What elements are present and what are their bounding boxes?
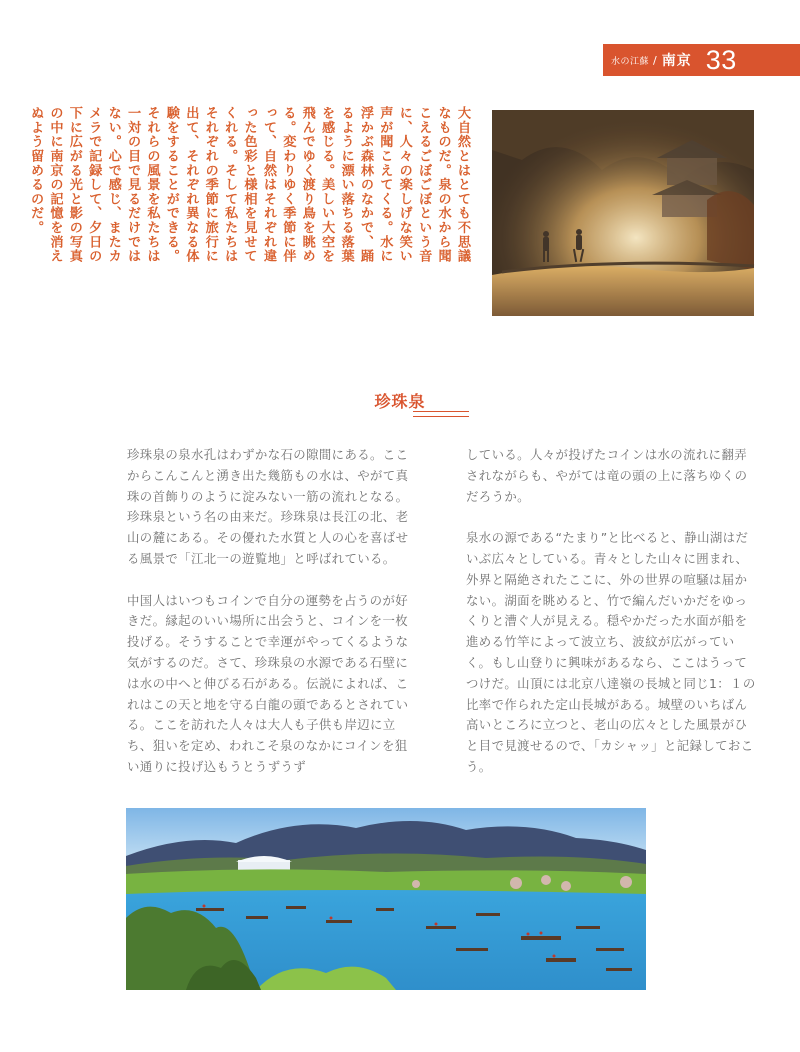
body-column-right bbox=[466, 445, 758, 778]
header-subtitle: 水の江蘇 bbox=[611, 56, 650, 67]
header-separator: / bbox=[653, 53, 657, 67]
paragraph: 珍珠泉の泉水孔はわずかな石の隙間にある。ここからこんこんと湧き出た幾筋もの水は、やがて真珠の首飾りのように淀みない一筋の流れとなる。珍珠泉という名の由来だ。珍珠泉は長江の北、老山の麓にある。その優れた水質と人の心を喜ばせる風景で「江北一の遊覧地」と呼ばれている。 bbox=[127, 447, 409, 566]
page-header-bar bbox=[603, 44, 800, 76]
misty-spring-illustration bbox=[492, 110, 754, 316]
section-title: 珍珠泉 bbox=[374, 392, 426, 411]
paragraph: している。人々が投げたコインは水の流れに翻弄されながらも、やがては竜の頭の上に落ちゆくのだろうか。 bbox=[466, 447, 748, 504]
intro-vertical-text: 大自然とはとても不思議なものだ。泉の水から聞こえるごぼごぼという音に、人々の楽しげな笑い声が聞こえてくる。水に浮かぶ森林のなかで、踊るように漂い落ちる落葉を感じる。美しい大空を飛んでゆく渡り鳥を眺める。変わりゆく季節に伴って、自然はそれぞれ違った色彩と様相を見せてくれる。そして私たちはそれぞれの季節に旅行に出て、それぞれ異なる体験をすることができる。それらの風景を私たちは一対の目で見るだけではない。心で感じ、またカメラで記録して、夕日の下に広がる光と影の写真の中に南京の記憶を消えぬよう留めるのだ。 bbox=[28, 106, 470, 264]
lake-rafts-photo bbox=[126, 808, 646, 990]
paragraph: 泉水の源である“たまり”と比べると、静山湖はだいぶ広々としている。青々とした山々に囲まれ、外界と隔絶されたここに、外の世界の喧騒は届かない。湖面を眺めると、竹で編んだいかだをゆっくりと漕ぐ人が見える。穏やかだった水面が船を進める竹竿によって波立ち、波紋が広がっていく。もし山登りに興味があるなら、ここはうってつけだ。山頂には北京八達嶺の長城と同じ1：１の比率で作られた定山長城がある。城壁のいちばん高いところに立つと、老山の広々とした風景がひと目で見渡せるので、「カシャッ」と記録しておこう。 bbox=[466, 530, 756, 774]
misty-spring-photo bbox=[492, 110, 754, 316]
lake-illustration bbox=[126, 808, 646, 990]
title-underline bbox=[413, 411, 469, 417]
paragraph: 中国人はいつもコインで自分の運勢を占うのが好きだ。縁起のいい場所に出会うと、コインを一枚投げる。そうすることで幸運がやってくるような気がするのだ。さて、珍珠泉の水源である石壁には水の中へと伸びる石がある。伝説によれば、これはこの天と地を守る白龍の頭であるとされている。ここを訪れた人々は大人も子供も岸辺に立ち、狙いを定め、われこそ泉のなかにコインを狙い通りに投げ込もうとうずうず bbox=[127, 592, 409, 774]
page-number: 33 bbox=[705, 44, 737, 75]
header-city: 南京 bbox=[661, 53, 692, 69]
body-column-left bbox=[127, 445, 417, 778]
